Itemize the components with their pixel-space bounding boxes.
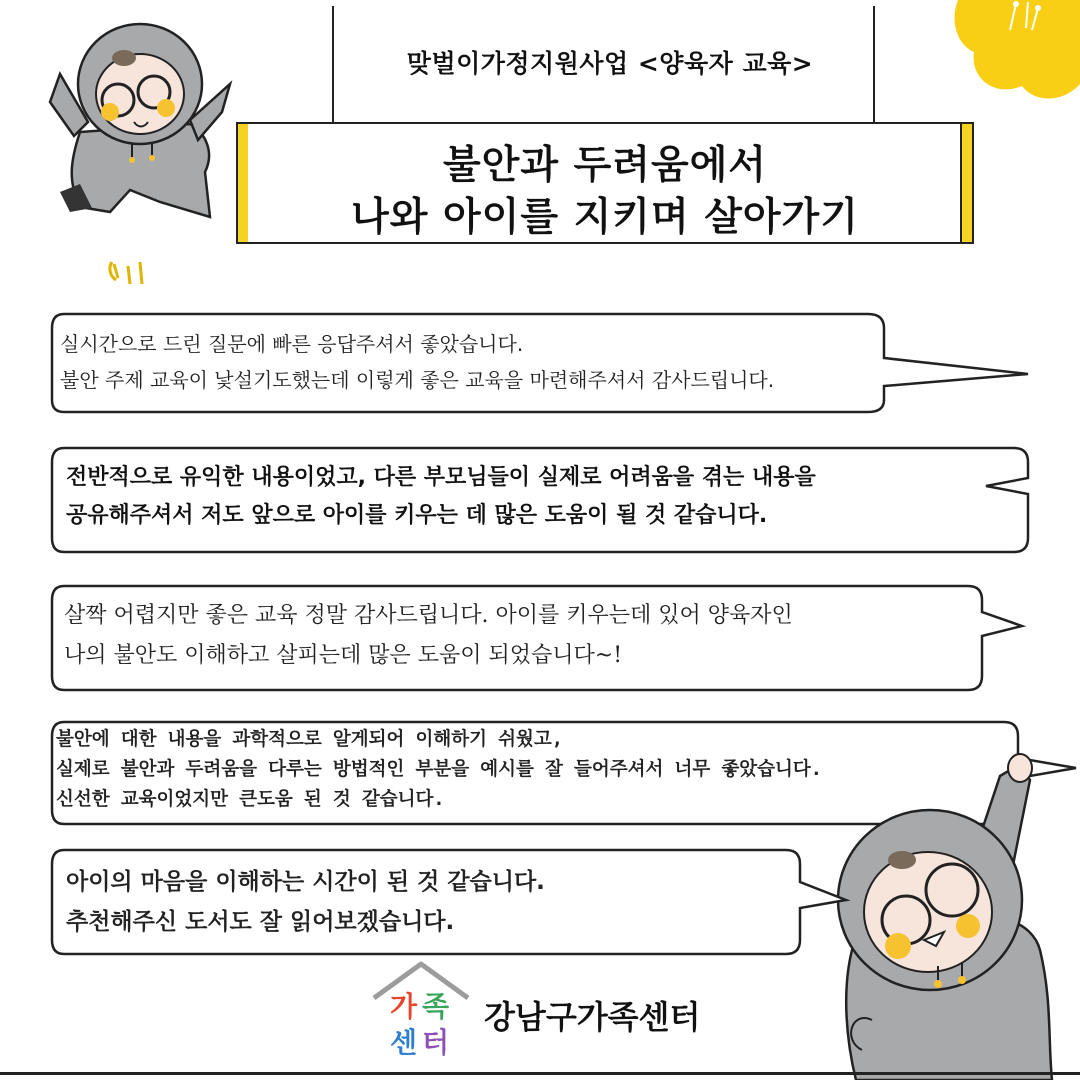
review-text-line: 아이의 마음을 이해하는 시간이 된 것 같습니다. bbox=[66, 869, 545, 895]
doodle-marks bbox=[106, 258, 166, 288]
page-title-line2: 나와 아이를 지키며 살아가기 bbox=[351, 195, 859, 240]
bottom-divider bbox=[0, 1072, 1080, 1075]
title-frame bbox=[248, 122, 962, 244]
review-bubble-5 bbox=[50, 848, 850, 956]
review-text-line: 공유해주셔서 저도 앞으로 아이를 키우는 데 많은 도움이 될 것 같습니다. bbox=[66, 503, 768, 528]
review-bubble-2 bbox=[50, 446, 1035, 554]
review-text-line: 추천해주신 도서도 잘 읽어보겠습니다. bbox=[66, 909, 455, 935]
title-box bbox=[236, 122, 974, 244]
page-title-line1: 불안과 두려움에서 bbox=[443, 143, 767, 188]
review-text-line: 신선한 교육이었지만 큰도움 된 것 같습니다. bbox=[56, 789, 445, 810]
family-center-logo-mark bbox=[368, 960, 474, 1060]
review-bubble-1 bbox=[50, 312, 1030, 414]
logo-char: 가 bbox=[390, 990, 418, 1023]
organization-name: 강남구가족센터 bbox=[484, 998, 701, 1036]
review-text-line: 전반적으로 유익한 내용이었고, 다른 부모님들이 실제로 어려움을 겪는 내용을 bbox=[66, 465, 816, 490]
review-text-line: 실시간으로 드린 질문에 빠른 응답주셔서 좋았습니다. bbox=[60, 332, 524, 356]
character-illustration-top bbox=[40, 12, 240, 227]
review-text-line: 실제로 불안과 두려움을 다루는 방법적인 부분을 예시를 잘 들어주셔서 너무 좋았습니다. bbox=[56, 759, 822, 780]
review-text-line: 불안에 대한 내용을 과학적으로 알게되어 이해하기 쉬웠고, bbox=[56, 729, 563, 750]
review-text-line: 살짝 어렵지만 좋은 교육 정말 감사드립니다. 아이를 키우는데 있어 양육자인 bbox=[64, 603, 793, 628]
review-text-line: 불안 주제 교육이 낯설기도했는데 이렇게 좋은 교육을 마련해주셔서 감사드립니다. bbox=[60, 368, 775, 392]
logo-char: 족 bbox=[422, 990, 450, 1023]
yellow-flower-decoration bbox=[940, 0, 1080, 110]
title-accent-right bbox=[960, 122, 974, 244]
review-bubble-3 bbox=[50, 584, 1025, 692]
logo-char: 센 bbox=[390, 1026, 418, 1059]
character-illustration-pointing bbox=[812, 750, 1080, 1080]
logo-char: 터 bbox=[422, 1026, 450, 1059]
header-divider-left bbox=[332, 6, 334, 122]
review-text-line: 나의 불안도 이해하고 살피는데 많은 도움이 되었습니다~! bbox=[64, 643, 623, 668]
program-subtitle: 맞벌이가정지원사업 <양육자 교육> bbox=[406, 49, 814, 78]
